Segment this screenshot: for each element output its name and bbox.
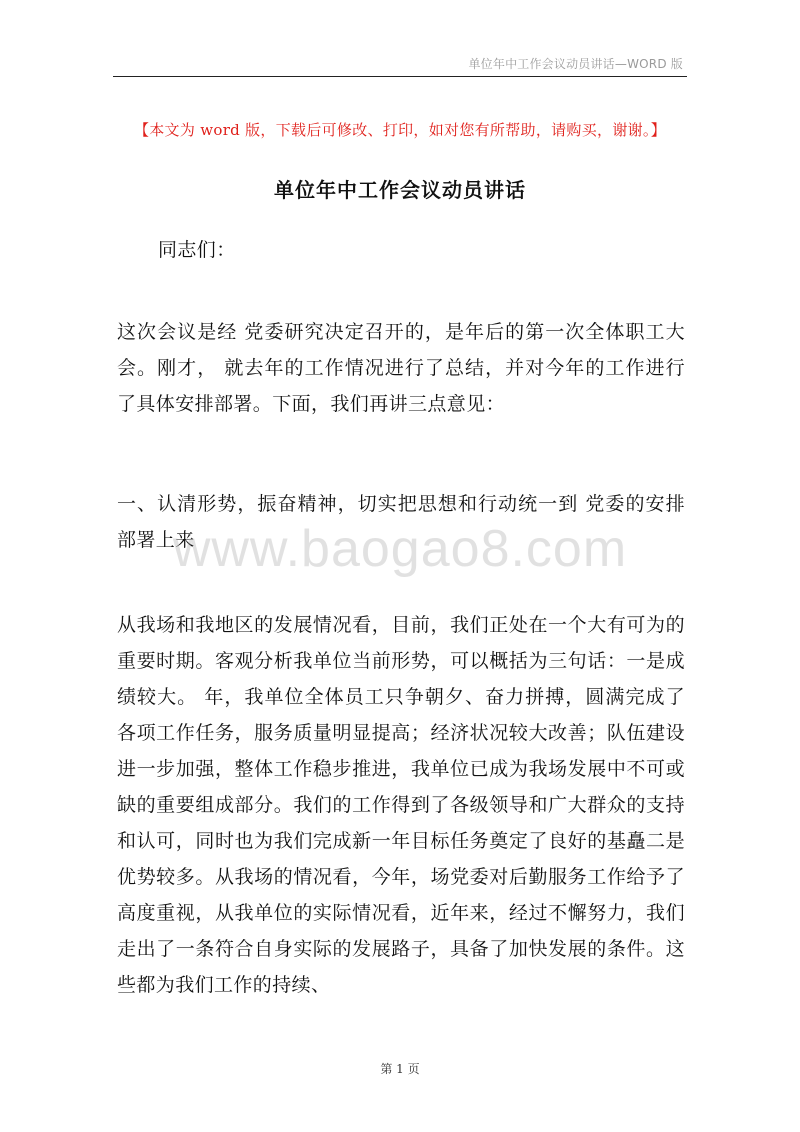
running-header: 单位年中工作会议动员讲话—WORD 版 [468, 57, 683, 71]
page-number: 第 1 页 [380, 1062, 420, 1076]
paragraph-intro: 这次会议是经 党委研究决定召开的，是年后的第一次全体职工大会。刚才， 就去年的工作情况进行了总结，并对今年的工作进行了具体安排部署。下面，我们再讲三点意见： [117, 321, 685, 415]
document-title: 单位年中工作会议动员讲话 [274, 178, 526, 202]
header-divider [113, 76, 687, 77]
section-heading-1: 一、认清形势，振奋精神，切实把思想和行动统一到 党委的安排部署上来 [117, 493, 685, 551]
paragraph-situation: 从我场和我地区的发展情况看，目前，我们正处在一个大有可为的重要时期。客观分析我单位当前形势，可以概括为三句话：一是成绩较大。 年，我单位全体员工只争朝夕、奋力拼搏，圆满完成了各项工作任务，服务质量明显提高；经济状况较大改善；队伍建设进一步加强，整体工作稳步推进，我单位已成为我场发展中不可或缺的重要组成部分。我们的工作得到了各级领导和广大群众的支持和认可，同时也为我们完成新一年目标任务奠定了良好的基矗二是优势较多。从我场的情况看，今年，场党委对后勤服务工作给予了高度重视，从我单位的实际情况看，近年来，经过不懈努力，我们走出了一条符合自身实际的发展路子，具备了加快发展的条件。这些都为我们工作的持续、 [117, 614, 685, 996]
download-notice: 【本文为 word 版，下载后可修改、打印，如对您有所帮助，请购买，谢谢。】 [133, 121, 667, 139]
watermark: www.baogao8.com [172, 520, 628, 578]
salutation: 同志们： [158, 239, 236, 261]
